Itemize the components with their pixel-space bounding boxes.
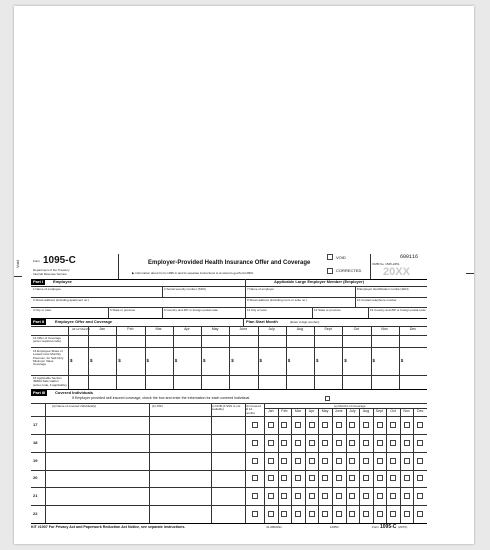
p2-col-line: [342, 326, 343, 389]
plan-start-note: (Enter 2-digit number):: [290, 320, 321, 324]
part3-instruction: If Employer provided self-insured coverage, check the box and enter the information for each covered individual.: [72, 396, 251, 400]
month-checkbox-sept[interactable]: [377, 511, 383, 517]
month-header-feb: Feb: [127, 327, 134, 331]
p3-row-line: [31, 487, 427, 488]
p3-row-line: [31, 505, 427, 506]
p2-col-line: [399, 326, 400, 389]
header-divider-right: [370, 254, 371, 279]
p3-month-july: July: [349, 409, 356, 413]
month-checkbox-nov[interactable]: [404, 493, 410, 499]
month-checkbox-feb[interactable]: [281, 511, 287, 517]
month-header-dec: Dec: [409, 327, 417, 331]
month-checkbox-sept[interactable]: [377, 422, 383, 428]
all-months-label: All 12 Months: [72, 327, 91, 331]
dollar-sign: $: [203, 358, 206, 363]
month-checkbox-july[interactable]: [349, 422, 355, 428]
p3-header-bottom: [31, 416, 427, 417]
dollar-sign: $: [287, 358, 291, 363]
month-checkbox-july[interactable]: [349, 511, 355, 517]
p1-v3: [355, 297, 356, 307]
month-checkbox-jan[interactable]: [268, 511, 274, 517]
month-checkbox-dec[interactable]: [417, 511, 423, 517]
covered-all-12-checkbox[interactable]: [252, 440, 258, 446]
row-number-19: 19: [33, 457, 38, 463]
month-checkbox-nov[interactable]: [404, 422, 410, 428]
covered-all-12-checkbox[interactable]: [252, 493, 258, 499]
month-checkbox-sept[interactable]: [377, 458, 383, 464]
month-header-jan: Jan: [99, 327, 105, 331]
covered-all-12-checkbox[interactable]: [252, 458, 258, 464]
p3-bottom: [31, 523, 427, 524]
p2-col-line: [258, 326, 259, 389]
dept-line-2: Internal Revenue Service: [33, 272, 67, 276]
field-13: 13 Country and ZIP or foreign postal code: [370, 308, 426, 312]
void-label: VOID: [336, 255, 346, 260]
row-number-22: 22: [33, 511, 38, 517]
month-checkbox-apr[interactable]: [309, 511, 315, 517]
p3-month-apr: Apr: [308, 409, 315, 413]
month-checkbox-aug[interactable]: [363, 475, 369, 481]
p2-col-line: [145, 326, 146, 389]
month-checkbox-dec[interactable]: [417, 440, 423, 446]
header-divider-left: [118, 254, 119, 279]
header-rule: [31, 279, 427, 280]
field-5: 5 State or province: [110, 308, 136, 312]
field-6: 6 Country and ZIP or foreign postal code: [164, 308, 218, 312]
form-year: 20XX: [383, 266, 410, 278]
month-header-may: May: [211, 327, 219, 331]
month-checkbox-apr[interactable]: [309, 458, 315, 464]
month-checkbox-may[interactable]: [322, 475, 328, 481]
p2-col-line: [229, 326, 230, 389]
month-checkbox-june[interactable]: [336, 440, 342, 446]
month-checkbox-dec[interactable]: [417, 475, 423, 481]
p2-col-line: [201, 326, 202, 389]
month-checkbox-oct[interactable]: [390, 440, 396, 446]
covered-all-12-checkbox[interactable]: [252, 475, 258, 481]
part3-title: Covered Individuals: [55, 390, 94, 395]
plan-start-divider: [243, 318, 244, 326]
month-checkbox-apr[interactable]: [309, 475, 315, 481]
field-11: 11 City or town: [247, 308, 267, 312]
form-word: Form: [33, 259, 40, 263]
part2-tag: Part II: [33, 319, 45, 324]
footer-year: (20XX): [398, 525, 408, 529]
month-checkbox-may[interactable]: [322, 458, 328, 464]
col-d-header: (d) Covered all 12 months: [245, 404, 261, 415]
row-number-18: 18: [33, 439, 38, 445]
col-e-header: (e) Months of Coverage: [334, 404, 366, 408]
p2-col-line: [286, 326, 287, 389]
month-checkbox-nov[interactable]: [404, 458, 410, 464]
month-checkbox-june[interactable]: [336, 422, 342, 428]
month-checkbox-jan[interactable]: [268, 475, 274, 481]
side-void-label: Void: [15, 260, 20, 268]
footer-left: KIT #1007 For Privacy Act and Paperwork Reduction Act Notice, see separate instructions.: [31, 525, 186, 529]
p3-month-may: May: [321, 409, 329, 413]
p2-col-line: [371, 326, 372, 389]
part3-tag: Part III: [33, 390, 46, 395]
footer-mid: 1095C: [330, 525, 339, 529]
code-top: 600116: [400, 254, 419, 260]
p3-month-mar: Mar: [294, 409, 302, 413]
month-checkbox-oct[interactable]: [390, 422, 396, 428]
month-checkbox-nov[interactable]: [404, 440, 410, 446]
field-8: 8 Employer identification number (EIN): [357, 287, 409, 291]
dollar-sign: $: [118, 358, 121, 363]
row15-label: 15 Employee Share of Lowest Cost Monthly Premium, for Self-Only Minimum Value Coverage: [33, 349, 64, 367]
row-number-20: 20: [33, 475, 38, 481]
field-9: 9 Street address (including room or suite no.): [247, 298, 308, 302]
dollar-sign: $: [259, 358, 263, 363]
month-header-july: July: [268, 327, 275, 331]
month-checkbox-mar[interactable]: [295, 422, 301, 428]
row14-label: 14 Offer of Coverage (enter required code): [33, 336, 62, 344]
month-checkbox-dec[interactable]: [417, 422, 423, 428]
info-line: ▶ Information about Form 1095-C and its separate instructions is at www.irs.gov/form1095c: [132, 271, 254, 275]
month-header-aug: Aug: [296, 327, 304, 331]
dollar-sign: $: [146, 358, 150, 363]
month-checkbox-aug[interactable]: [363, 458, 369, 464]
month-checkbox-nov[interactable]: [404, 511, 410, 517]
field-7: 7 Name of employer: [247, 287, 275, 291]
fold-mark-right: [466, 273, 474, 274]
month-checkbox-apr[interactable]: [309, 493, 315, 499]
row-number-21: 21: [33, 493, 38, 499]
month-checkbox-feb[interactable]: [281, 440, 287, 446]
month-checkbox-mar[interactable]: [295, 511, 301, 517]
field-1: 1 Name of employee: [33, 287, 61, 291]
dollar-sign: $: [316, 358, 319, 363]
corrected-checkbox[interactable]: [327, 268, 333, 274]
p2-col-line: [314, 326, 315, 389]
dept-line-1: Department of the Treasury: [33, 268, 70, 272]
month-checkbox-mar[interactable]: [295, 493, 301, 499]
p2-col-line: [173, 326, 174, 389]
month-checkbox-oct[interactable]: [390, 511, 396, 517]
dollar-sign: $: [90, 358, 93, 363]
omb-number: OMB No. 1545-2251: [372, 262, 400, 266]
covered-all-12-checkbox[interactable]: [252, 511, 258, 517]
dollar-sign: $: [400, 358, 404, 363]
dollar-sign: $: [344, 358, 347, 363]
month-header-june: June: [239, 327, 248, 331]
field-4: 4 City or town: [33, 308, 52, 312]
p3-row-line: [31, 470, 427, 471]
p3-month-aug: Aug: [362, 409, 370, 413]
row-number-17: 17: [33, 421, 38, 427]
footer-form-number: 1095-C: [380, 524, 397, 530]
p1-v7: [368, 307, 369, 318]
month-header-mar: Mar: [155, 327, 162, 331]
month-checkbox-mar[interactable]: [295, 458, 301, 464]
field-2: 2 Social security number (SSN): [164, 287, 206, 291]
p1-v6: [312, 307, 313, 318]
void-checkbox[interactable]: [327, 254, 333, 260]
month-checkbox-sept[interactable]: [377, 493, 383, 499]
month-checkbox-apr[interactable]: [309, 422, 315, 428]
month-checkbox-sept[interactable]: [377, 475, 383, 481]
month-checkbox-july[interactable]: [349, 440, 355, 446]
form-title: Employer-Provided Health Insurance Offer and Coverage: [148, 260, 311, 266]
month-checkbox-aug[interactable]: [363, 440, 369, 446]
month-checkbox-dec[interactable]: [417, 458, 423, 464]
month-checkbox-may[interactable]: [322, 422, 328, 428]
corrected-label: CORRECTED: [336, 268, 362, 273]
p1-v2: [355, 286, 356, 297]
footer-form-word: Form: [372, 525, 379, 529]
p1-divider: [245, 279, 246, 318]
p1-v4: [108, 307, 109, 318]
row16-label: 16 Applicable Section 4980H Safe Harbor (enter code, if applicable): [33, 376, 67, 387]
month-checkbox-mar[interactable]: [295, 475, 301, 481]
p2-col-line: [88, 326, 89, 389]
col-a-header: (a) Name of covered individual(s): [52, 404, 97, 408]
p3-month-dec: Dec: [416, 409, 424, 413]
month-checkbox-mar[interactable]: [295, 440, 301, 446]
month-checkbox-july[interactable]: [349, 493, 355, 499]
month-checkbox-aug[interactable]: [363, 422, 369, 428]
field-10: 10 Contact telephone number: [357, 298, 397, 302]
month-checkbox-nov[interactable]: [404, 475, 410, 481]
field-3: 3 Street address (including apartment no.): [33, 298, 90, 302]
month-checkbox-dec[interactable]: [417, 493, 423, 499]
month-header-nov: Nov: [381, 327, 388, 331]
footer-cat: 41-0802911: [266, 525, 282, 529]
month-checkbox-oct[interactable]: [390, 458, 396, 464]
month-checkbox-oct[interactable]: [390, 475, 396, 481]
month-checkbox-june[interactable]: [336, 493, 342, 499]
month-checkbox-jan[interactable]: [268, 493, 274, 499]
month-checkbox-aug[interactable]: [363, 493, 369, 499]
month-checkbox-may[interactable]: [322, 511, 328, 517]
month-checkbox-apr[interactable]: [309, 440, 315, 446]
dollar-sign: $: [231, 358, 234, 363]
month-checkbox-may[interactable]: [322, 440, 328, 446]
p3-row-line: [31, 434, 427, 435]
p3-month-oct: Oct: [390, 409, 396, 413]
month-checkbox-june[interactable]: [336, 458, 342, 464]
p2-col-line: [68, 326, 69, 389]
p3-month-nov: Nov: [403, 409, 410, 413]
p3-month-sept: Sept: [375, 409, 384, 413]
dollar-sign: $: [372, 358, 376, 363]
form-number: 1095-C: [43, 255, 76, 266]
month-checkbox-sept[interactable]: [377, 440, 383, 446]
dollar-sign: $: [70, 358, 73, 363]
month-checkbox-jan[interactable]: [268, 440, 274, 446]
month-checkbox-june[interactable]: [336, 475, 342, 481]
self-insured-checkbox[interactable]: [325, 396, 330, 401]
month-checkbox-jan[interactable]: [268, 458, 274, 464]
month-checkbox-june[interactable]: [336, 511, 342, 517]
fold-mark-left: [14, 276, 22, 277]
month-checkbox-oct[interactable]: [390, 493, 396, 499]
p3-month-june: June: [334, 409, 343, 413]
dollar-sign: $: [174, 358, 178, 363]
month-checkbox-feb[interactable]: [281, 475, 287, 481]
part1-tag: Part I: [33, 279, 44, 284]
p2-col-line: [116, 326, 117, 389]
month-checkbox-feb[interactable]: [281, 493, 287, 499]
p1-v1: [162, 286, 163, 297]
p3-month-feb: Feb: [281, 409, 288, 413]
col-c-header: (c) DOB (If SSN is not available): [211, 404, 241, 412]
month-checkbox-jan[interactable]: [268, 422, 274, 428]
month-checkbox-feb[interactable]: [281, 422, 287, 428]
p3-row-line: [31, 452, 427, 453]
p3-month-jan: Jan: [267, 409, 274, 413]
col-b-header: (b) SSN: [152, 404, 163, 408]
month-checkbox-aug[interactable]: [363, 511, 369, 517]
part2-title: Employee Offer and Coverage: [55, 319, 113, 324]
p1-v5: [162, 307, 163, 318]
part1-right-title: Applicable Large Employer Member (Employer): [274, 279, 365, 284]
form-sheet: [14, 6, 474, 544]
part1-title: Employee: [53, 279, 72, 284]
field-12: 12 State or province: [314, 308, 341, 312]
month-checkbox-july[interactable]: [349, 458, 355, 464]
month-checkbox-july[interactable]: [349, 475, 355, 481]
month-header-apr: Apr: [184, 327, 190, 331]
covered-all-12-checkbox[interactable]: [252, 422, 258, 428]
plan-start-label: Plan Start Month: [246, 319, 278, 324]
month-header-oct: Oct: [353, 327, 360, 331]
month-checkbox-feb[interactable]: [281, 458, 287, 464]
month-checkbox-may[interactable]: [322, 493, 328, 499]
month-header-sept: Sept: [324, 327, 332, 331]
